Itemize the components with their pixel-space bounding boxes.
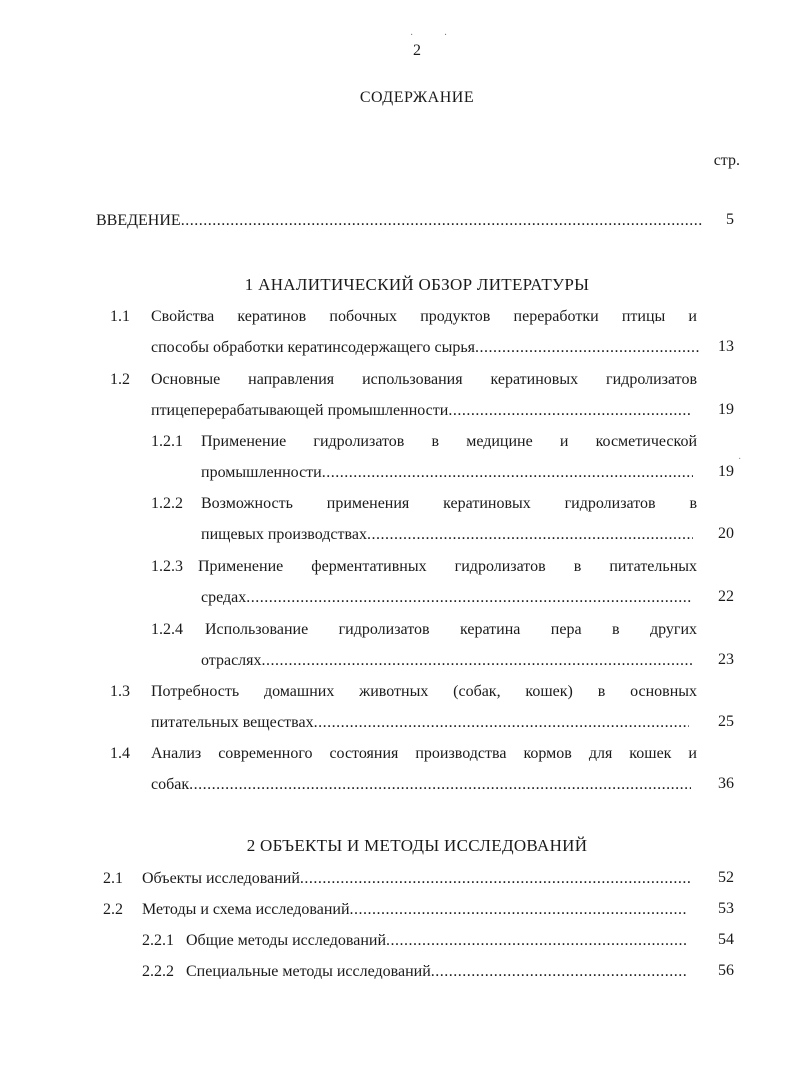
- toc-intro-label: ВВЕДЕНИЕ: [96, 212, 181, 229]
- toc-1-4-line2: собак: [151, 776, 190, 793]
- toc-2-2-1-label: Общие методы исследований: [186, 932, 387, 949]
- leader-dots: [350, 900, 688, 920]
- toc-1-2-3-number: 1.2.3: [151, 558, 183, 575]
- toc-1-2-2-entry: [201, 525, 693, 545]
- toc-2-1-page: 52: [718, 869, 734, 886]
- leader-dots: [181, 211, 702, 231]
- scan-speck: ·: [738, 454, 742, 465]
- leader-dots: [431, 962, 688, 982]
- toc-1-2-number: 1.2: [110, 371, 130, 388]
- leader-dots: [448, 401, 691, 421]
- toc-1-3-number: 1.3: [110, 683, 130, 700]
- toc-1-2-4-entry: [201, 651, 693, 671]
- toc-1-3-line1: Потребность домашних животных (собак, кошек) в основных: [151, 683, 697, 700]
- toc-1-3-line2: питательных веществах: [151, 714, 314, 731]
- scan-speck: · ·: [410, 30, 462, 41]
- toc-2-2-2-page: 56: [718, 962, 734, 979]
- toc-1-3-page: 25: [718, 713, 734, 730]
- toc-2-1-label: Объекты исследований: [142, 870, 300, 887]
- toc-2-1-entry: [142, 869, 692, 889]
- toc-2-2-1-entry: [186, 931, 686, 951]
- leader-dots: [322, 463, 693, 483]
- toc-1-4-entry: [151, 775, 691, 795]
- chapter-2-heading: 2 ОБЪЕКТЫ И МЕТОДЫ ИССЛЕДОВАНИЙ: [246, 836, 588, 855]
- toc-1-2-4-number: 1.2.4: [151, 621, 183, 638]
- toc-1-2-3-entry: [201, 588, 691, 608]
- toc-1-3-entry: [151, 713, 689, 733]
- toc-1-2-page: 19: [718, 401, 734, 418]
- toc-1-2-line1: Основные направления использования кератиновых гидролизатов: [151, 371, 697, 388]
- leader-dots: [262, 651, 693, 671]
- toc-1-2-3-page: 22: [718, 588, 734, 605]
- toc-2-2-2-number: 2.2.2: [142, 963, 174, 980]
- toc-1-2-2-line2: пищевых производствах: [201, 526, 367, 543]
- chapter-1-heading: 1 АНАЛИТИЧЕСКИЙ ОБЗОР ЛИТЕРАТУРЫ: [244, 275, 590, 294]
- leader-dots: [189, 775, 691, 795]
- toc-1-2-4-line1: Использование гидролизатов кератина пера в других: [205, 621, 697, 638]
- toc-1-2-2-page: 20: [718, 525, 734, 542]
- toc-1-2-1-line2: промышленности: [201, 464, 322, 481]
- page-title: СОДЕРЖАНИЕ: [359, 89, 475, 106]
- toc-1-2-line2: птицеперерабатывающей промышленности: [151, 402, 449, 419]
- page-number: 2: [413, 42, 421, 59]
- toc-1-2-4-page: 23: [718, 651, 734, 668]
- toc-1-2-1-page: 19: [718, 463, 734, 480]
- leader-dots: [314, 713, 689, 733]
- page-column-label: стр.: [713, 152, 740, 169]
- toc-2-2-number: 2.2: [103, 901, 123, 918]
- toc-2-2-2-label: Специальные методы исследований: [186, 963, 431, 980]
- leader-dots: [475, 338, 701, 358]
- toc-2-2-entry: [142, 900, 688, 920]
- toc-1-2-3-line1: Применение ферментативных гидролизатов в питательных: [198, 558, 697, 575]
- toc-1-4-line1: Анализ современного состояния производства кормов для кошек и: [151, 745, 697, 762]
- toc-intro-entry: [96, 211, 702, 231]
- toc-1-1-line2: способы обработки кератинсодержащего сырья: [151, 339, 475, 356]
- toc-1-2-3-line2: средах: [201, 589, 247, 606]
- toc-1-2-1-line1: Применение гидролизатов в медицине и косметической: [201, 433, 697, 450]
- toc-1-1-number: 1.1: [110, 308, 130, 325]
- toc-1-1-entry: [151, 338, 701, 358]
- toc-1-2-2-number: 1.2.2: [151, 495, 183, 512]
- leader-dots: [367, 525, 693, 545]
- toc-1-2-2-line1: Возможность применения кератиновых гидролизатов в: [201, 495, 697, 512]
- toc-2-2-1-page: 54: [718, 931, 734, 948]
- toc-intro-page: 5: [726, 211, 734, 228]
- toc-1-4-number: 1.4: [110, 745, 130, 762]
- toc-1-2-entry: [151, 401, 691, 421]
- toc-2-2-page: 53: [718, 900, 734, 917]
- toc-2-2-2-entry: [186, 962, 688, 982]
- leader-dots: [300, 869, 692, 889]
- toc-1-4-page: 36: [718, 775, 734, 792]
- toc-2-2-label: Методы и схема исследований: [142, 901, 350, 918]
- toc-2-1-number: 2.1: [103, 870, 123, 887]
- toc-2-2-1-number: 2.2.1: [142, 932, 174, 949]
- toc-1-2-4-line2: отраслях: [201, 652, 262, 669]
- leader-dots: [386, 931, 686, 951]
- toc-1-2-1-number: 1.2.1: [151, 433, 183, 450]
- toc-1-1-page: 13: [718, 338, 734, 355]
- toc-1-1-line1: Свойства кератинов побочных продуктов переработки птицы и: [151, 308, 697, 325]
- toc-1-2-1-entry: [201, 463, 693, 483]
- leader-dots: [246, 588, 691, 608]
